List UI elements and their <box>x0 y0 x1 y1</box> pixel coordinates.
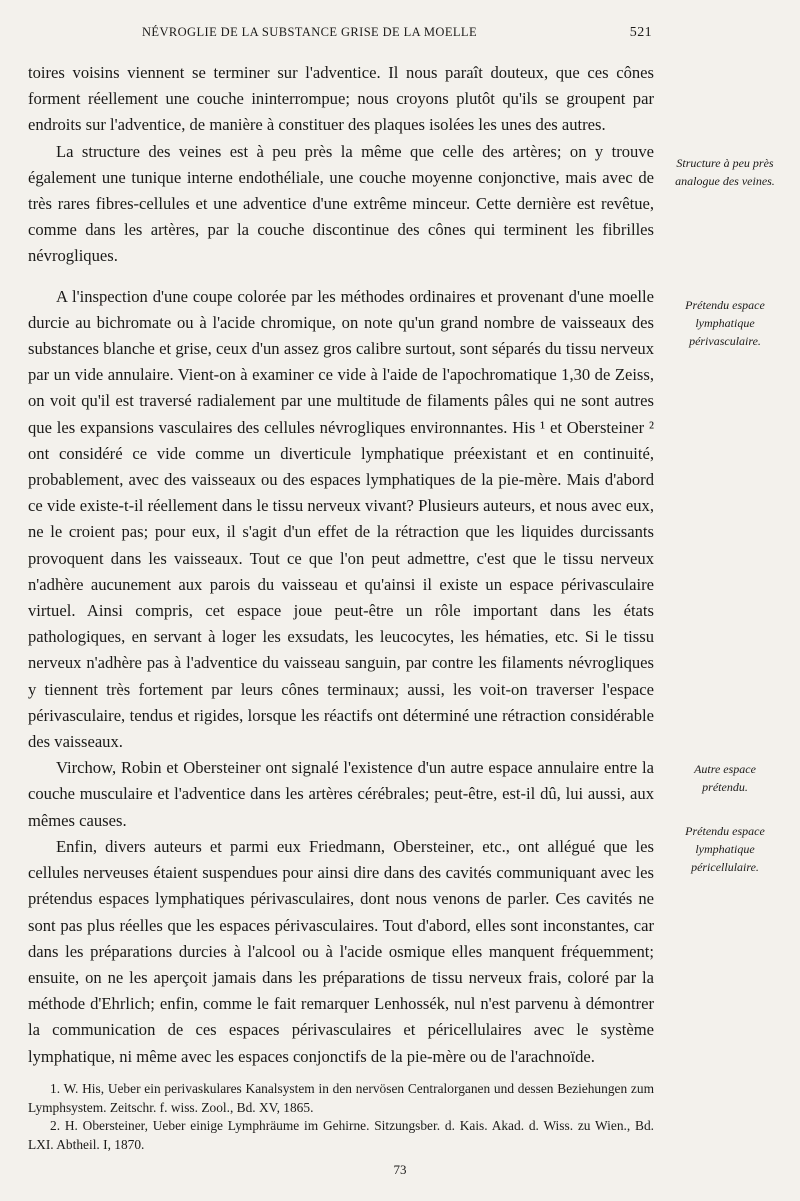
margin-note-perivascular: Prétendu espace lymphatique périvasculaire. <box>685 298 765 348</box>
footnotes <box>28 1080 654 1154</box>
signature-mark: 73 <box>393 1162 407 1177</box>
margin-note-pericellular: Prétendu espace lymphatique péricellulaire. <box>685 824 765 874</box>
paragraph-5: Enfin, divers auteurs et parmi eux Friedmann, Obersteiner, etc., ont allégué que les cellules nerveuses étaient suspendues pour ainsi dire dans des cavités communiquant avec les prétendus espaces lymphatiques périvasculaires, dont nous venons de parler. Ces cavités ne sont pas plus réelles que les espaces périvasculaires. Tout d'abord, elles sont inconstantes, car dans les préparations durcies à l'alcool ou à l'acide osmique elles manquent fréquemment; ensuite, on ne les aperçoit jamais dans les préparations de tissu nerveux frais, coloré par la méthode d'Ehrlich; enfin, comme le fait remarquer Lenhossék, nul n'est parvenu à démontrer la communication de ces espaces périvasculaires et péricellulaires avec le système lymphatique, ni même avec les espaces conjonctifs de la pie-mère ou de l'arachnoïde. <box>28 836 654 1066</box>
paragraph-1: toires voisins viennent se terminer sur l'adventice. Il nous paraît douteux, que ces cônes forment réellement une couche ininterrompue; nous croyons plutôt qu'ils se groupent par endroits sur l'adventice, de manière à constituer des plaques isolées les unes des autres. <box>28 63 654 135</box>
running-title: NÉVROGLIE DE LA SUBSTANCE GRISE DE LA MOELLE <box>142 25 477 39</box>
paragraph-2: La structure des veines est à peu près la même que celle des artères; on y trouve également une tunique interne endothéliale, une couche moyenne conjonctive, mais avec de très rares fibres-cellules et une adventice d'une extrême minceur. Cette dernière est revêtue, comme dans les artères, par la couche discontinue des cônes qui terminent les fibrilles névrogliques. <box>28 141 654 266</box>
margin-note-other-space: Autre espace prétendu. <box>694 762 756 794</box>
running-header <box>30 22 650 44</box>
footnote-1: 1. W. His, Ueber ein perivaskulares Kanalsystem in den nervösen Centralorganen und dessen Beziehungen zum Lymphsystem. Zeitschr. f. wiss. Zool., Bd. XV, 1865. <box>28 1081 654 1115</box>
page-number: 521 <box>629 25 652 40</box>
main-text <box>28 60 654 1070</box>
paragraph-3: A l'inspection d'une coupe colorée par les méthodes ordinaires et provenant d'une moelle durcie au bichromate ou à l'acide chromique, on note qu'un grand nombre de vaisseaux des substances blanche et grise, ceux d'un assez gros calibre surtout, sont séparés du tissu nerveux par un vide annulaire. Vient-on à examiner ce vide à l'aide de l'apochromatique 1,30 de Zeiss, on voit qu'il est traversé radialement par une multitude de filaments pâles qui ne sont autres que les expansions vasculaires des cellules névrogliques environnantes. His ¹ et Obersteiner ² ont considéré ce vide comme un diverticule lymphatique préexistant et en continuité, probablement, avec des vaisseaux ou des espaces lymphatiques de la pie-mère. Mais d'abord ce vide existe-t-il réellement dans le tissu nerveux vivant? Plusieurs auteurs, et nous avec eux, ne le croient pas; pour eux, il s'agit d'un effet de la rétraction que les liquides durcissants provoquent dans les vaisseaux. Tout ce que l'on peut admettre, c'est que le tissu nerveux n'adhère aucunement aux parois du vaisseau et qu'ainsi il existe un espace périvasculaire virtuel. Ainsi compris, cet espace joue peut-être un rôle important dans les états pathologiques, en servant à loger les exsudats, les leucocytes, les hématies, etc. Si le tissu nerveux n'adhère pas à l'adventice du vaisseau sanguin, par contre les filaments névrogliques y tiennent très fortement par leurs cônes terminaux; aussi, les voit-on traverser l'espace périvasculaire, tendus et rigides, lorsque les réactifs ont déterminé une rétraction considérable des vaisseaux. <box>28 286 654 752</box>
margin-note-veins: Structure à peu près analogue des veines. <box>675 156 775 188</box>
paragraph-4: Virchow, Robin et Obersteiner ont signalé l'existence d'un autre espace annulaire entre la couche musculaire et l'adventice dans les artères cérébrales; peut-être, est-il dû, lui aussi, aux mêmes causes. <box>28 758 654 830</box>
footnote-2: 2. H. Obersteiner, Ueber einige Lymphräume im Gehirne. Sitzungsber. d. Kais. Akad. d. Wiss. zu Wien., Bd. LXI. Abtheil. I, 1870. <box>28 1118 654 1152</box>
